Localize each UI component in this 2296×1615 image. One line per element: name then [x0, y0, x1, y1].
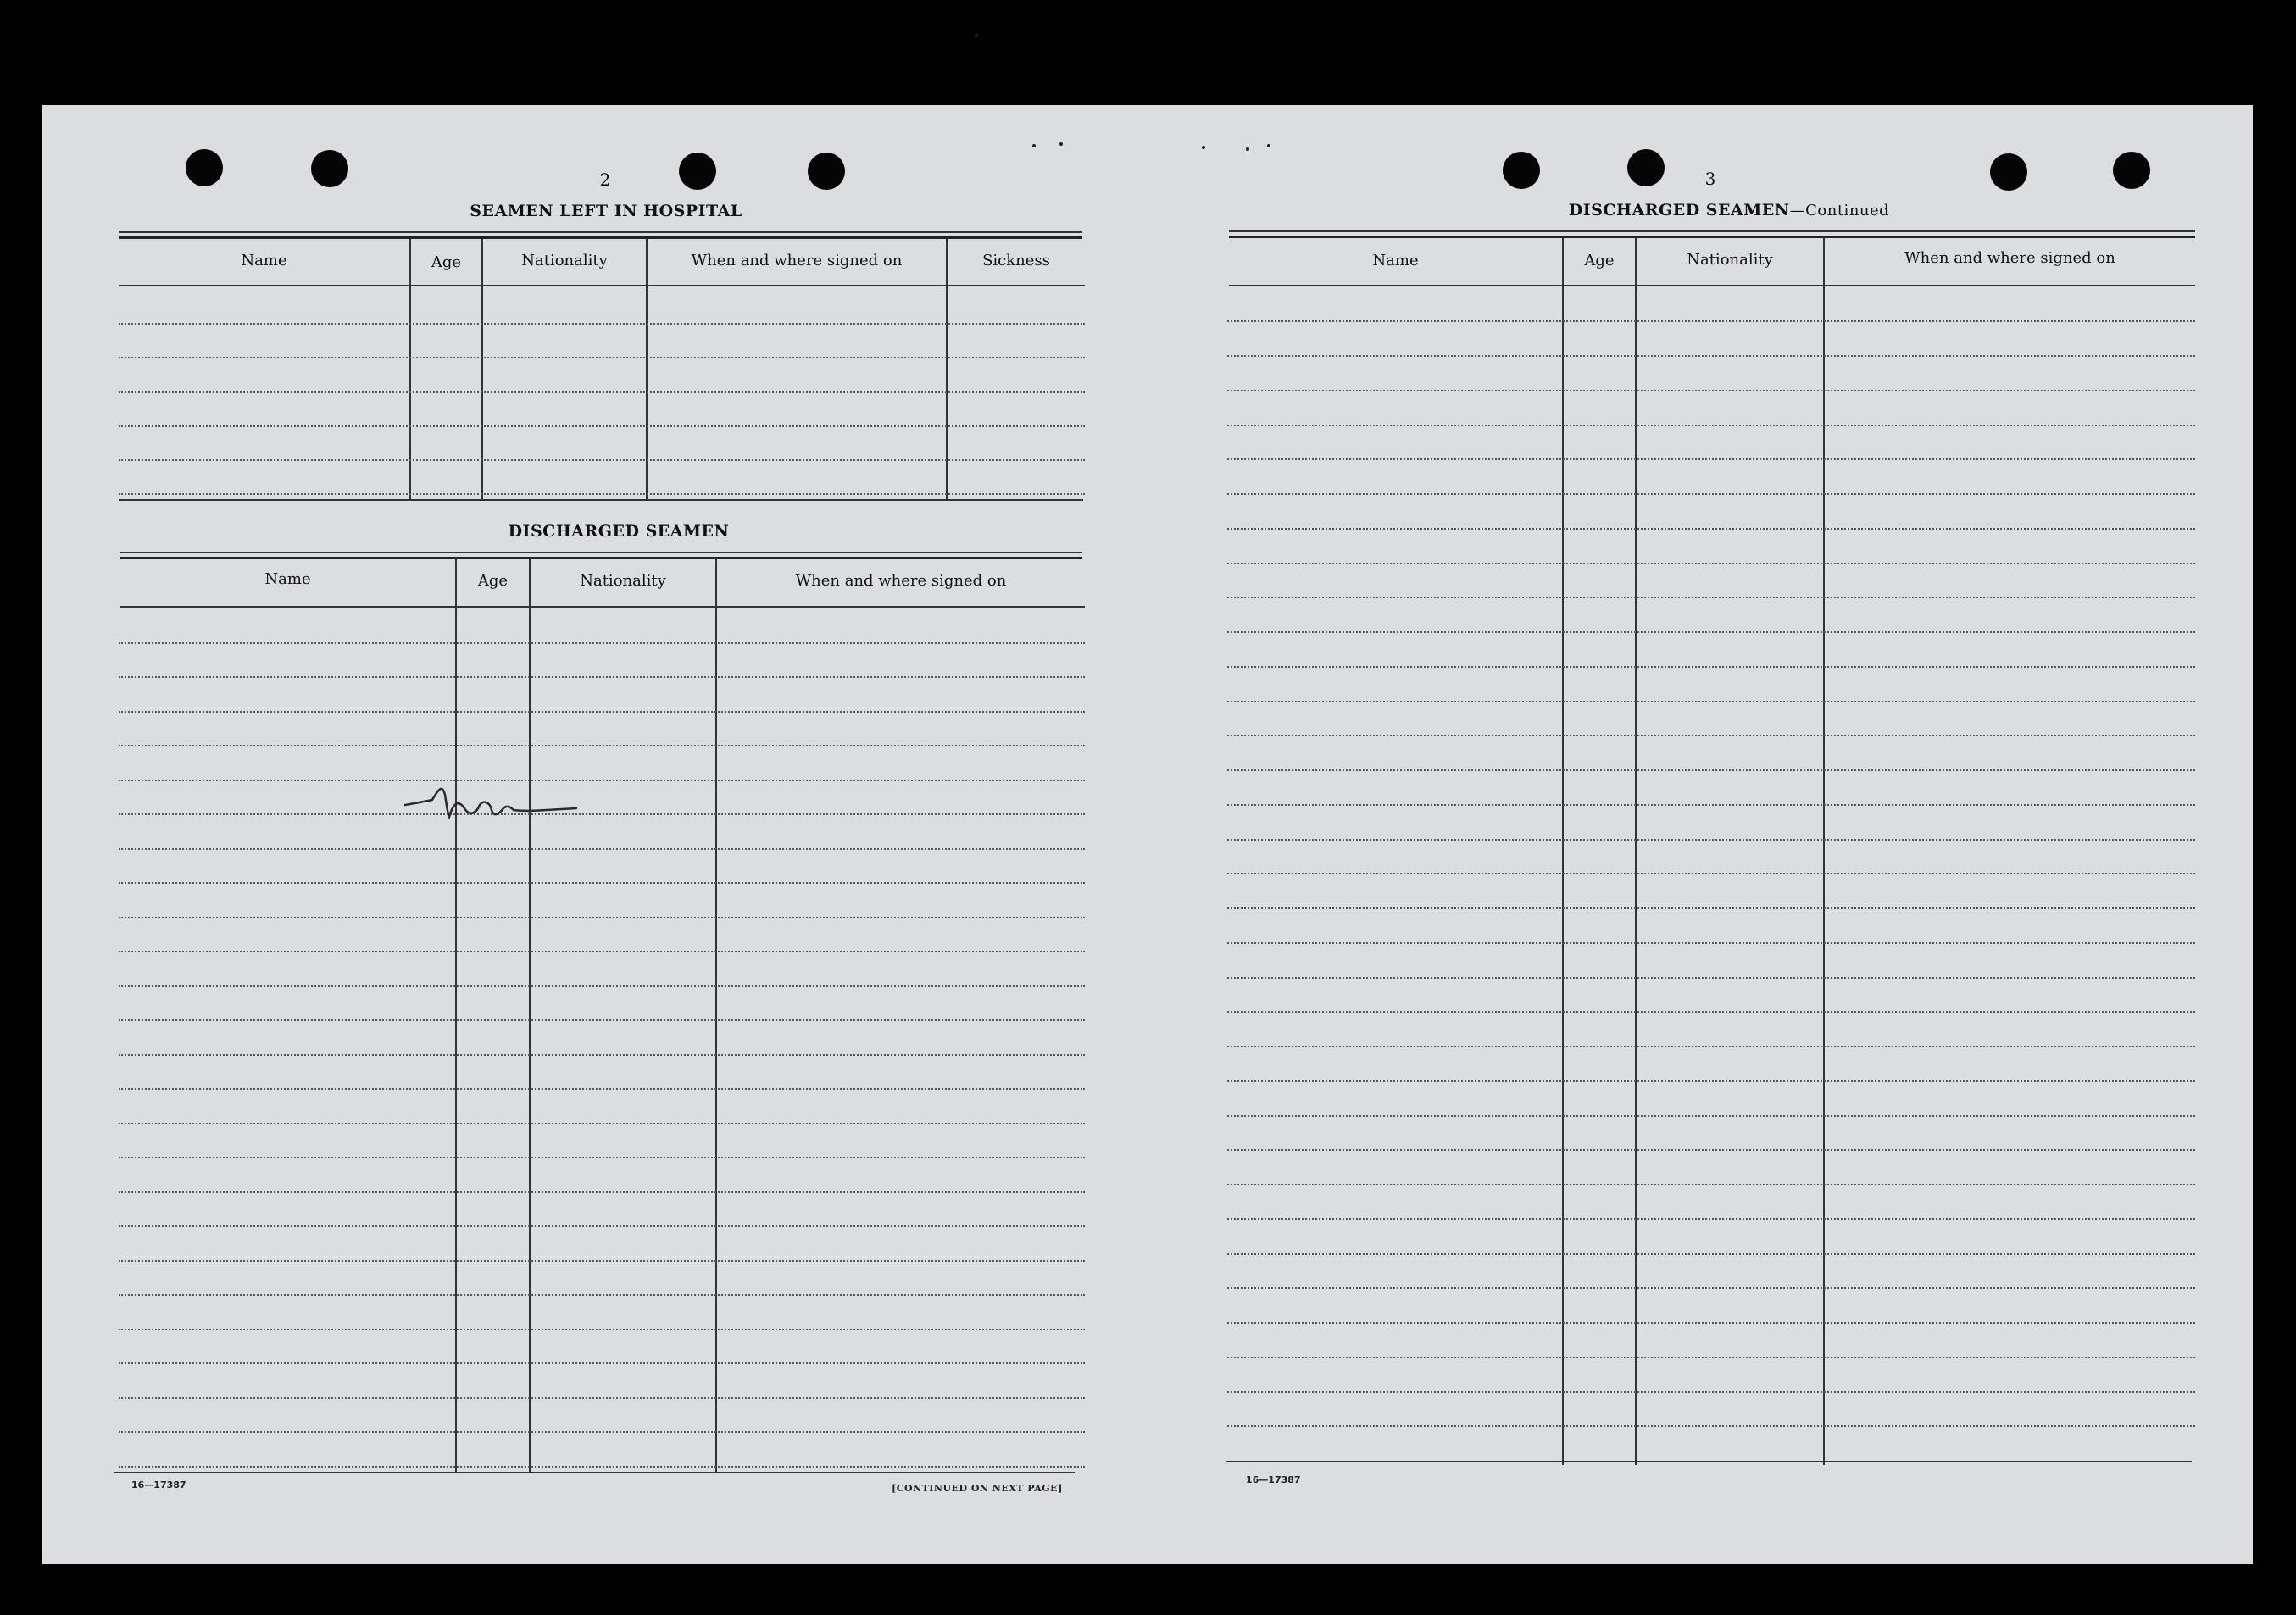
entry-row-line	[119, 391, 1085, 393]
entry-row-line	[1227, 425, 2195, 426]
entry-row-line	[1227, 1253, 2195, 1255]
form-number: 16—17387	[1246, 1474, 1301, 1485]
table-bottom-rule	[1226, 1461, 2192, 1462]
header-bottom-rule	[119, 285, 1085, 286]
entry-row-line	[1227, 458, 2195, 460]
entry-row-line	[1227, 907, 2195, 909]
speck	[975, 34, 978, 37]
speck	[1246, 147, 1249, 151]
entry-row-line	[1227, 493, 2195, 495]
entry-row-line	[1227, 769, 2195, 771]
column-header-name: Name	[241, 252, 287, 269]
speck	[1202, 146, 1205, 149]
entry-row-line	[1227, 1391, 2195, 1393]
entry-row-line	[119, 813, 1085, 815]
column-header-name: Name	[1372, 252, 1419, 269]
entry-row-line	[119, 493, 1085, 495]
entry-row-line	[119, 1431, 1085, 1433]
column-header-signed-on: When and where signed on	[1904, 249, 2115, 267]
entry-row-line	[119, 642, 1085, 644]
entry-row-line	[119, 1466, 1085, 1468]
speck	[1267, 144, 1270, 147]
punch-hole	[679, 153, 716, 190]
entry-row-line	[1227, 1115, 2195, 1117]
entry-row-line	[1227, 1287, 2195, 1289]
entry-row-line	[1227, 1149, 2195, 1151]
column-header-age: Age	[1584, 252, 1615, 269]
punch-hole	[1990, 153, 2027, 191]
column-header-nationality: Nationality	[521, 252, 608, 269]
entry-row-line	[119, 1329, 1085, 1330]
entry-row-line	[119, 780, 1085, 781]
column-header-sickness: Sickness	[982, 252, 1050, 269]
entry-row-line	[119, 848, 1085, 850]
table-top-rule	[1229, 230, 2195, 238]
punch-hole	[2113, 152, 2150, 189]
column-divider	[455, 559, 457, 1473]
header-bottom-rule	[1229, 285, 2195, 286]
column-header-age: Age	[477, 572, 509, 590]
column-divider	[1635, 238, 1637, 1465]
entry-row-line	[1227, 1357, 2195, 1358]
speck	[1032, 144, 1036, 147]
entry-row-line	[1227, 1218, 2195, 1220]
table-bottom-rule	[114, 1472, 1075, 1473]
entry-row-line	[1227, 1184, 2195, 1185]
entry-row-line	[1227, 873, 2195, 874]
entry-row-line	[119, 357, 1085, 358]
punch-hole	[186, 149, 223, 186]
entry-row-line	[1227, 839, 2195, 841]
entry-row-line	[1227, 563, 2195, 564]
column-divider	[1562, 238, 1564, 1465]
entry-row-line	[119, 1157, 1085, 1158]
entry-row-line	[119, 1088, 1085, 1090]
column-header-nationality: Nationality	[580, 572, 666, 590]
entry-row-line	[119, 323, 1085, 325]
entry-row-line	[1227, 1425, 2195, 1427]
entry-row-line	[119, 1260, 1085, 1262]
header-bottom-rule	[120, 606, 1085, 608]
entry-row-line	[1227, 320, 2195, 322]
entry-row-line	[1227, 1046, 2195, 1047]
table-bottom-rule	[119, 499, 1083, 501]
entry-row-line	[1227, 355, 2195, 357]
entry-row-line	[1227, 631, 2195, 633]
continued-on-next-page: [CONTINUED ON NEXT PAGE]	[892, 1483, 1063, 1494]
form-number: 16—17387	[131, 1479, 186, 1490]
section-title-suffix: —Continued	[1789, 202, 1890, 219]
column-header-age: Age	[431, 253, 462, 271]
table-top-rule	[119, 231, 1082, 239]
entry-row-line	[119, 1362, 1085, 1364]
entry-row-line	[119, 1054, 1085, 1056]
entry-row-line	[1227, 942, 2195, 944]
entry-row-line	[1227, 1011, 2195, 1013]
page-number: 3	[1704, 169, 1716, 189]
column-header-nationality: Nationality	[1687, 251, 1773, 269]
column-divider	[529, 559, 531, 1473]
column-header-signed-on: When and where signed on	[691, 252, 903, 269]
entry-row-line	[119, 1225, 1085, 1227]
entry-row-line	[1227, 597, 2195, 598]
table-top-rule	[120, 552, 1082, 559]
entry-row-line	[119, 882, 1085, 884]
page-number: 2	[599, 169, 611, 190]
discharged-continued-title	[1492, 201, 1966, 219]
entry-row-line	[119, 745, 1085, 746]
hospital-section-title: SEAMEN LEFT IN HOSPITAL	[470, 202, 742, 220]
column-header-signed-on: When and where signed on	[795, 572, 1007, 590]
entry-row-line	[119, 1397, 1085, 1399]
entry-row-line	[1227, 701, 2195, 702]
punch-hole	[1627, 149, 1665, 186]
entry-row-line	[119, 711, 1085, 713]
entry-row-line	[119, 1123, 1085, 1124]
entry-row-line	[119, 917, 1085, 918]
entry-row-line	[119, 1191, 1085, 1193]
entry-row-line	[119, 459, 1085, 461]
entry-row-line	[119, 676, 1085, 678]
entry-row-line	[1227, 528, 2195, 530]
entry-row-line	[1227, 735, 2195, 736]
punch-hole	[1503, 152, 1540, 189]
punch-hole	[808, 153, 845, 190]
column-header-name: Name	[264, 570, 311, 588]
punch-hole	[311, 150, 348, 187]
discharged-section-title: DISCHARGED SEAMEN	[508, 522, 730, 541]
speck	[1059, 142, 1063, 146]
column-divider	[1823, 238, 1825, 1465]
entry-row-line	[1227, 1322, 2195, 1324]
entry-row-line	[119, 1294, 1085, 1296]
entry-row-line	[119, 1019, 1085, 1021]
entry-row-line	[119, 425, 1085, 427]
entry-row-line	[1227, 390, 2195, 391]
entry-row-line	[1227, 1080, 2195, 1082]
column-divider	[715, 559, 717, 1473]
entry-row-line	[1227, 804, 2195, 806]
entry-row-line	[1227, 666, 2195, 668]
entry-row-line	[119, 951, 1085, 952]
entry-row-line	[1227, 977, 2195, 979]
entry-row-line	[119, 985, 1085, 987]
section-title: DISCHARGED SEAMEN	[1568, 201, 1790, 219]
handwritten-none-signature	[398, 780, 602, 830]
